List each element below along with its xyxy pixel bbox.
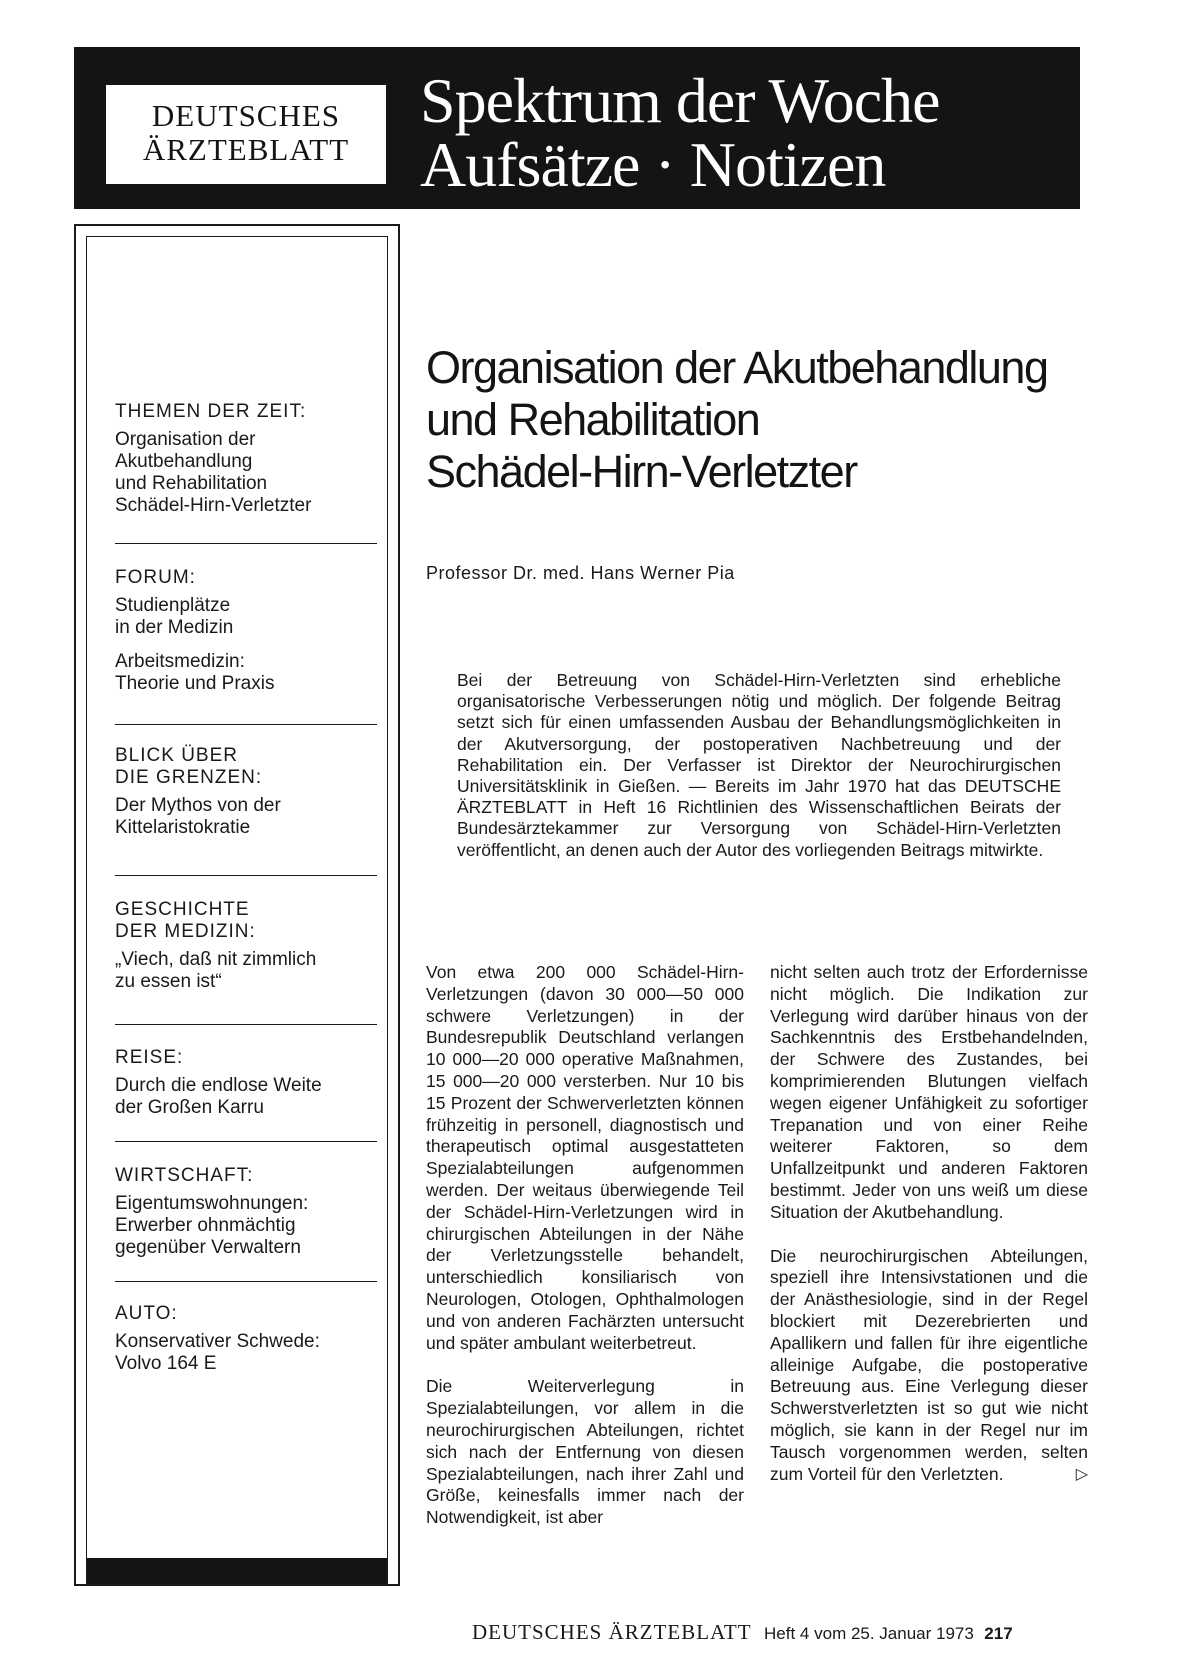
toc-entry-line: und Rehabilitation	[115, 473, 268, 494]
article-abstract: Bei der Betreuung von Schädel-Hirn-Verletzten sind erhebliche organisatorische Verbesserungen nötig und möglich. Der folgende Beitrag setzt sich für einen umfassenden Ausbau der Behandlungsmöglichkeiten in der Akutversorgung, der postoperativen Nachbetreuung und der Rehabilitation ein. Der Verfasser ist Direktor der Neurochirurgischen Universitätsklinik in Gießen. — Bereits im Jahr 1970 hat das DEUTSCHE ÄRZTEBLATT in Heft 16 Richtlinien des Wissenschaftlichen Beirats der Bundesärztekammer zur Versorgung von Schädel-Hirn-Verletzten veröffentlicht, an denen auch der Autor des vorliegenden Beitrags mitwirkte.	[457, 670, 1061, 860]
toc-heading: REISE:	[115, 1047, 184, 1068]
body-paragraph	[770, 1246, 1088, 1486]
masthead-title	[420, 65, 940, 200]
toc-section-forum	[115, 567, 375, 707]
body-paragraph-text: Die neurochirurgischen Abteilungen, speziell ihre Intensivstationen und die der Anästhesiologie, sind in der Regel blockiert mit Dezerebrierten und Apallikern und fallen für ihre eigentliche alleinige Aufgabe, die postoperative Betreuung aus. Eine Verlegung dieser Schwerstverletzten ist so gut wie nicht möglich, sie kann in der Regel nur im Tausch vorgenommen werden, selten zum Vorteil für den Verletzten.	[770, 1245, 1088, 1484]
toc-heading-line: DIE GRENZEN:	[115, 767, 263, 788]
toc-entry-line: Erwerber ohnmächtig	[115, 1215, 296, 1236]
contents-sidebar	[74, 224, 400, 1586]
toc-divider	[115, 543, 377, 544]
body-paragraph: Die Weiterverlegung in Spezialabteilungen, vor allem in die neurochirurgischen Abteilungen, richtet sich nach der Entfernung von diesen Spezialabteilungen, nach ihrer Zahl und Größe, keinesfalls immer nach der Notwendigkeit, ist aber	[426, 1376, 744, 1528]
logo-line-2: ÄRZTEBLATT	[142, 132, 350, 167]
toc-section-themen-der-zeit	[115, 401, 375, 529]
toc-entry-line: Studienplätze	[115, 595, 231, 616]
toc-entry[interactable]	[115, 1193, 375, 1259]
toc-entry[interactable]	[115, 1075, 375, 1119]
toc-entry-line: Theorie und Praxis	[115, 673, 275, 694]
toc-divider	[115, 1141, 377, 1142]
toc-entry-line: gegenüber Verwaltern	[115, 1237, 301, 1258]
toc-entry-line: Akutbehandlung	[115, 451, 253, 472]
toc-heading-line: BLICK ÜBER	[115, 745, 238, 766]
toc-section-reise	[115, 1047, 375, 1131]
toc-entry-line: zu essen ist“	[115, 971, 222, 992]
toc-entry-line: Konservativer Schwede:	[115, 1331, 320, 1352]
sidebar-footer-bar	[87, 1558, 387, 1584]
toc-heading: AUTO:	[115, 1303, 178, 1324]
page-footer	[472, 1620, 1013, 1645]
toc-entry-line: Durch die endlose Weite	[115, 1075, 322, 1096]
toc-heading	[115, 899, 375, 943]
toc-section-wirtschaft	[115, 1165, 375, 1271]
toc-entry[interactable]	[115, 949, 375, 993]
toc-entry[interactable]	[115, 595, 375, 639]
toc-divider	[115, 1281, 377, 1282]
body-column-1	[426, 962, 744, 1551]
toc-entry-line: Der Mythos von der	[115, 795, 281, 816]
toc-section-auto	[115, 1303, 375, 1387]
article-title-line-3: Schädel-Hirn-Verletzter	[426, 446, 857, 497]
toc-divider	[115, 1024, 377, 1025]
toc-entry[interactable]	[115, 429, 375, 517]
toc-heading: FORUM:	[115, 567, 196, 588]
masthead-title-line-2: Aufsätze · Notizen	[420, 129, 886, 200]
toc-heading	[115, 745, 375, 789]
toc-divider	[115, 875, 377, 876]
toc-entry-line: Volvo 164 E	[115, 1353, 217, 1374]
article-title-line-2: und Rehabilitation	[426, 394, 760, 445]
toc-section-blick-ueber-die-grenzen	[115, 745, 375, 851]
footer-issue-info: Heft 4 vom 25. Januar 1973	[764, 1624, 974, 1643]
body-column-2	[770, 962, 1088, 1507]
toc-heading-line: DER MEDIZIN:	[115, 921, 256, 942]
toc-entry-line: Kittelaristokratie	[115, 817, 251, 838]
toc-divider	[115, 724, 377, 725]
logo-line-1: DEUTSCHES	[151, 98, 341, 133]
toc-entry-line: „Viech, daß nit zimmlich	[115, 949, 317, 970]
toc-entry[interactable]	[115, 651, 375, 695]
page-number: 217	[984, 1624, 1013, 1643]
article-author: Professor Dr. med. Hans Werner Pia	[426, 563, 735, 583]
toc-entry-line: Eigentumswohnungen:	[115, 1193, 309, 1214]
toc-heading: WIRTSCHAFT:	[115, 1165, 254, 1186]
journal-logo	[106, 85, 386, 184]
toc-entry-line: Arbeitsmedizin:	[115, 651, 245, 672]
masthead	[74, 47, 1080, 209]
body-paragraph: Von etwa 200 000 Schädel-Hirn-Verletzungen (davon 30 000—50 000 schwere Verletzungen) in der Bundesrepublik Deutschland verlangen 10 000—20 000 operative Maßnahmen, 15 000—20 000 versterben. Nur 10 bis 15 Prozent der Schwerverletzten können frühzeitig in personell, diagnostisch und therapeutisch optimal ausgestatteten Spezialabteilungen aufgenommen werden. Der weitaus überwiegende Teil der Schädel-Hirn-Verletzungen wird in chirurgischen Abteilungen in der Nähe der Verletzungsstelle behandelt, unterschiedlich konsiliarisch von Neurologen, Otologen, Ophthalmologen und von anderen Fachärzten untersucht und später ambulant weiterbetreut.	[426, 962, 744, 1353]
toc-heading-line: GESCHICHTE	[115, 899, 250, 920]
toc-heading: THEMEN DER ZEIT:	[115, 401, 307, 422]
toc-entry-line: Organisation der	[115, 429, 256, 450]
toc-entry[interactable]	[115, 1331, 375, 1375]
body-paragraph: nicht selten auch trotz der Erfordernisse nicht möglich. Die Indikation zur Verlegung wird darüber hinaus von der Sachkenntnis des Erstbehandelnden, der Schwere des Zustandes, bei komprimierenden Blutungen vielfach wegen eigener Unfähigkeit zu sofortiger Trepanation und von einer Reihe weiterer Faktoren, so dem Unfallzeitpunkt und anderen Faktoren bestimmt. Jeder von uns weiß um diese Situation der Akutbehandlung.	[770, 962, 1088, 1222]
masthead-title-line-1: Spektrum der Woche	[420, 65, 940, 136]
toc-section-geschichte-der-medizin	[115, 899, 375, 1005]
toc-entry-line: in der Medizin	[115, 617, 234, 638]
toc-entry[interactable]	[115, 795, 375, 839]
toc-entry-line: Schädel-Hirn-Verletzter	[115, 495, 312, 516]
article-title	[426, 342, 1106, 498]
sidebar-inner-frame	[86, 236, 388, 1584]
toc-entry-line: der Großen Karru	[115, 1097, 264, 1118]
continue-arrow-icon: ▷	[1075, 1465, 1088, 1483]
footer-journal-name: DEUTSCHES ÄRZTEBLATT	[472, 1620, 752, 1644]
article-title-line-1: Organisation der Akutbehandlung	[426, 342, 1048, 393]
